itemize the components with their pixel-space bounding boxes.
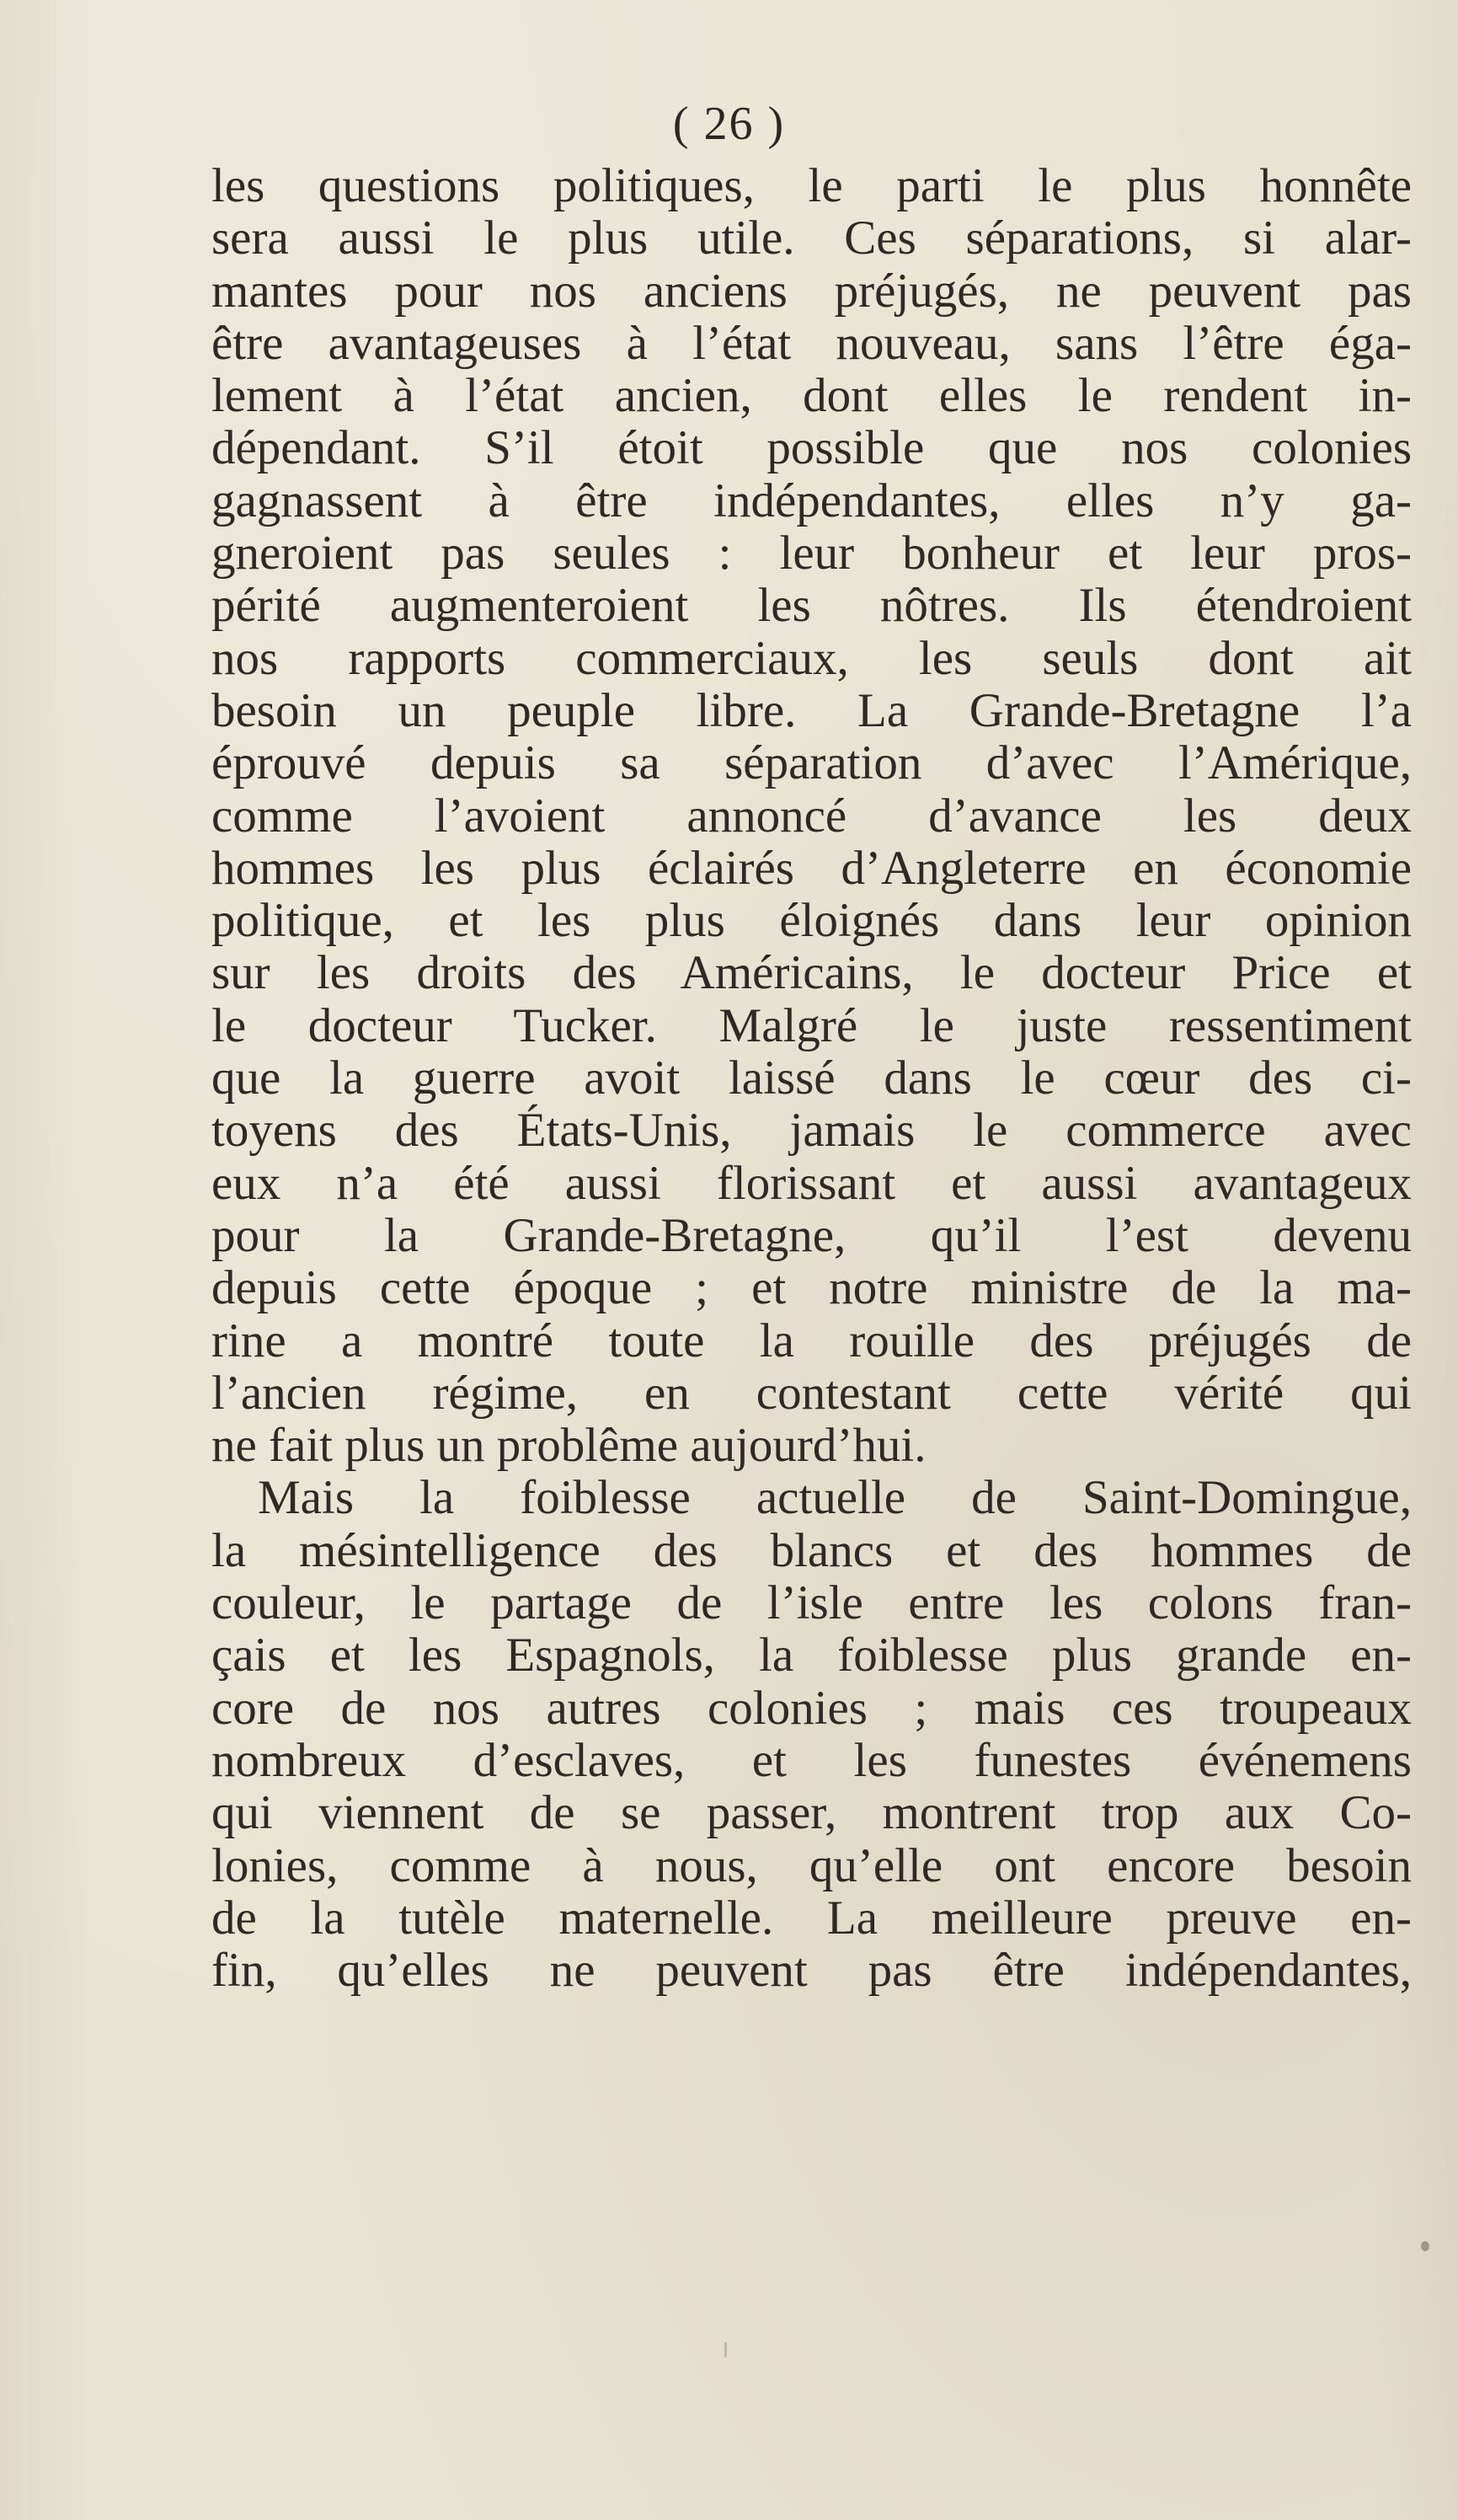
page-number: ( 26 )	[672, 98, 786, 150]
text-line: la mésintelligence des blancs et des hommes de	[211, 1523, 1412, 1577]
text-line: sur les droits des Américains, le docteur Price et	[211, 946, 1412, 1000]
text-line: mantes pour nos anciens préjugés, ne peuvent pas	[211, 264, 1412, 318]
text-line: sera aussi le plus utile. Ces séparations, si alar-	[211, 211, 1412, 265]
text-line: Mais la foiblesse actuelle de Saint-Domingue,	[258, 1471, 1412, 1525]
text-line: lement à l’état ancien, dont elles le rendent in-	[211, 369, 1412, 423]
text-line: core de nos autres colonies ; mais ces troupeaux	[211, 1681, 1412, 1735]
text-line: çais et les Espagnols, la foiblesse plus grande en-	[211, 1629, 1412, 1683]
text-line: l’ancien régime, en contestant cette vérité qui	[211, 1366, 1412, 1420]
text-line: qui viennent de se passer, montrent trop aux Co-	[211, 1786, 1412, 1840]
text-line: gneroient pas seules : leur bonheur et leur pros-	[211, 527, 1412, 581]
text-line: pour la Grande-Bretagne, qu’il l’est devenu	[211, 1208, 1412, 1262]
text-line: depuis cette époque ; et notre ministre de la ma-	[211, 1261, 1412, 1315]
text-line: besoin un peuple libre. La Grande-Bretagne l’a	[211, 683, 1412, 737]
text-line: nombreux d’esclaves, et les funestes événemens	[211, 1733, 1412, 1787]
paper-speck	[1421, 2241, 1429, 2251]
text-line: être avantageuses à l’état nouveau, sans l’être éga-	[211, 316, 1412, 370]
text-line: que la guerre avoit laissé dans le cœur des ci-	[211, 1051, 1412, 1105]
text-line: rine a montré toute la rouille des préjugés de	[211, 1314, 1412, 1367]
text-line: le docteur Tucker. Malgré le juste ressentiment	[211, 998, 1412, 1052]
text-line: éprouvé depuis sa séparation d’avec l’Amérique,	[211, 736, 1412, 790]
text-line: périté augmenteroient les nôtres. Ils étendroient	[211, 579, 1412, 633]
text-line: comme l’avoient annoncé d’avance les deux	[211, 789, 1412, 843]
text-line: gagnassent à être indépendantes, elles n’y ga-	[211, 474, 1412, 527]
text-line: dépendant. S’il étoit possible que nos colonies	[211, 421, 1412, 475]
text-line: les questions politiques, le parti le plus honnête	[211, 159, 1412, 212]
text-line: nos rapports commerciaux, les seuls dont ait	[211, 631, 1412, 685]
text-line: toyens des États-Unis, jamais le commerce avec	[211, 1104, 1412, 1158]
body-text	[211, 160, 1412, 1997]
text-line: lonies, comme à nous, qu’elle ont encore besoin	[211, 1838, 1412, 1892]
text-line: fin, qu’elles ne peuvent pas être indépendantes,	[211, 1944, 1412, 1998]
text-line: couleur, le partage de l’isle entre les colons fran-	[211, 1576, 1412, 1630]
text-line: hommes les plus éclairés d’Angleterre en économie	[211, 841, 1412, 895]
paper-speck	[724, 2342, 727, 2357]
text-line: de la tutèle maternelle. La meilleure preuve en-	[211, 1891, 1412, 1945]
text-line: ne fait plus un problême aujourd’hui.	[211, 1419, 927, 1473]
text-line: eux n’a été aussi florissant et aussi avantageux	[211, 1156, 1412, 1210]
text-line: politique, et les plus éloignés dans leur opinion	[211, 894, 1412, 948]
